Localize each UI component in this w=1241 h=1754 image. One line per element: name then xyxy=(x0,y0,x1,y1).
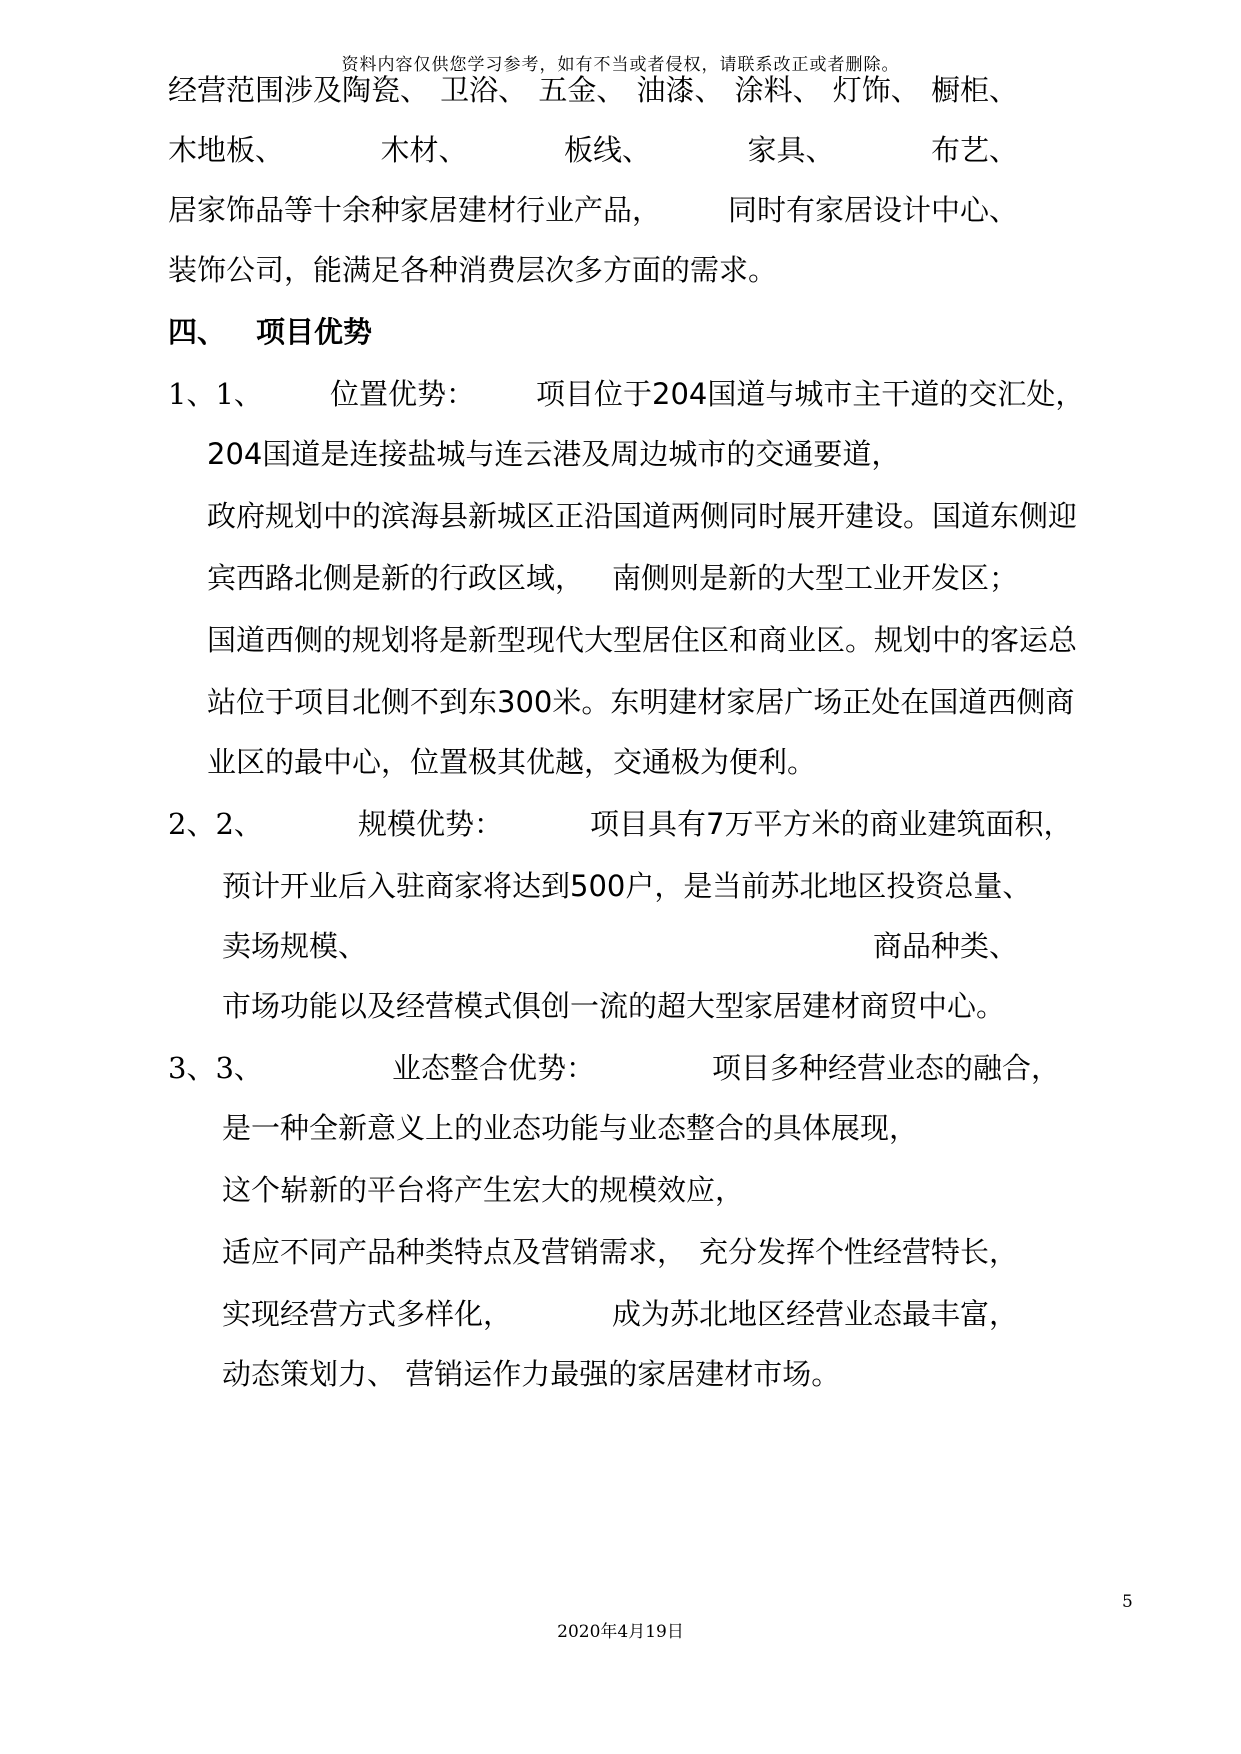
item-text: 实现经营方式多样化， xyxy=(222,1297,513,1331)
intro-line-3 xyxy=(168,192,1018,228)
intro-text: 经营范围涉及陶瓷、 xyxy=(168,73,430,107)
intro-text: 板线、 xyxy=(563,133,651,167)
item-text: 预计开业后入驻商家将达到500户， xyxy=(222,869,684,903)
footer-date: 2020年4月19日 xyxy=(557,1622,684,1642)
item-text: 宾西路北侧是新的行政区域， xyxy=(207,561,585,595)
section-number: 四、 xyxy=(168,315,227,349)
item-text: 南侧则是新的大型工业开发区； xyxy=(611,561,1018,595)
item-1-first-line xyxy=(168,376,1085,412)
item-1-line xyxy=(207,560,1018,596)
item-3-line: 是一种全新意义上的业态功能与业态整合的具体展现， xyxy=(222,1111,919,1145)
item-3-line xyxy=(222,1234,1018,1270)
item-first-text: 项目位于204国道与城市主干道的交汇处， xyxy=(536,377,1085,411)
intro-line-2 xyxy=(168,132,1018,168)
item-1-line: 站位于项目北侧不到东300米。东明建材家居广场正处在国道西侧商 xyxy=(207,685,1075,719)
page-number: 5 xyxy=(1122,1592,1133,1612)
item-1-line: 政府规划中的滨海县新城区正沿国道两侧同时展开建设。国道东侧迎 xyxy=(207,499,1078,533)
intro-text: 布艺、 xyxy=(930,133,1018,167)
intro-text: 涂料、 xyxy=(734,73,822,107)
item-3-line: 这个崭新的平台将产生宏大的规模效应， xyxy=(222,1173,745,1207)
item-number: 3、3、 xyxy=(168,1051,263,1085)
item-number: 1、1、 xyxy=(168,377,263,411)
item-first-text: 项目多种经营业态的融合， xyxy=(712,1051,1061,1085)
item-number: 2、2、 xyxy=(168,807,263,841)
item-text: 是当前苏北地区投资总量、 xyxy=(683,869,1032,903)
item-3-line xyxy=(222,1296,1018,1332)
item-2-line: 市场功能以及经营模式俱创一流的超大型家居建材商贸中心。 xyxy=(222,989,1006,1023)
item-1-line: 业区的最中心，位置极其优越，交通极为便利。 xyxy=(207,745,817,779)
intro-text: 油漆、 xyxy=(636,73,724,107)
intro-line-4: 装饰公司，能满足各种消费层次多方面的需求。 xyxy=(168,253,778,287)
item-text: 商品种类、 xyxy=(872,929,1018,963)
item-label: 业态整合优势： xyxy=(392,1051,596,1085)
item-text: 适应不同产品种类特点及营销需求， xyxy=(222,1235,687,1269)
item-2-line xyxy=(222,928,1018,964)
item-2-line xyxy=(222,868,1032,904)
item-1-line: 204国道是连接盐城与连云港及周边城市的交通要道， xyxy=(207,437,901,471)
intro-text: 灯饰、 xyxy=(832,73,920,107)
item-label: 规模优势： xyxy=(358,807,504,841)
item-1-line: 国道西侧的规划将是新型现代大型居住区和商业区。规划中的客运总 xyxy=(207,623,1078,657)
intro-text: 卫浴、 xyxy=(440,73,528,107)
disclaimer-header: 资料内容仅供您学习参考，如有不当或者侵权，请联系改正或者删除。 xyxy=(341,55,900,75)
intro-text: 同时有家居设计中心、 xyxy=(727,193,1018,227)
item-text: 成为苏北地区经营业态最丰富， xyxy=(611,1297,1018,1331)
intro-text: 橱柜、 xyxy=(930,73,1018,107)
intro-text: 五金、 xyxy=(538,73,626,107)
item-label: 位置优势： xyxy=(330,377,476,411)
item-text: 充分发挥个性经营特长， xyxy=(698,1235,1018,1269)
intro-line-1 xyxy=(168,72,1018,108)
item-3-line: 动态策划力、 营销运作力最强的家居建材市场。 xyxy=(222,1357,841,1391)
intro-text: 居家饰品等十余种家居建材行业产品， xyxy=(168,193,662,227)
intro-text: 木材、 xyxy=(380,133,468,167)
item-2-first-line xyxy=(168,806,1073,842)
item-first-text: 项目具有7万平方米的商业建筑面积， xyxy=(590,807,1073,841)
intro-text: 家具、 xyxy=(747,133,835,167)
intro-text: 木地板、 xyxy=(168,133,285,167)
item-3-first-line xyxy=(168,1050,1061,1086)
item-text: 卖场规模、 xyxy=(222,929,368,963)
section-title: 项目优势 xyxy=(256,315,373,349)
section-heading xyxy=(168,314,372,350)
